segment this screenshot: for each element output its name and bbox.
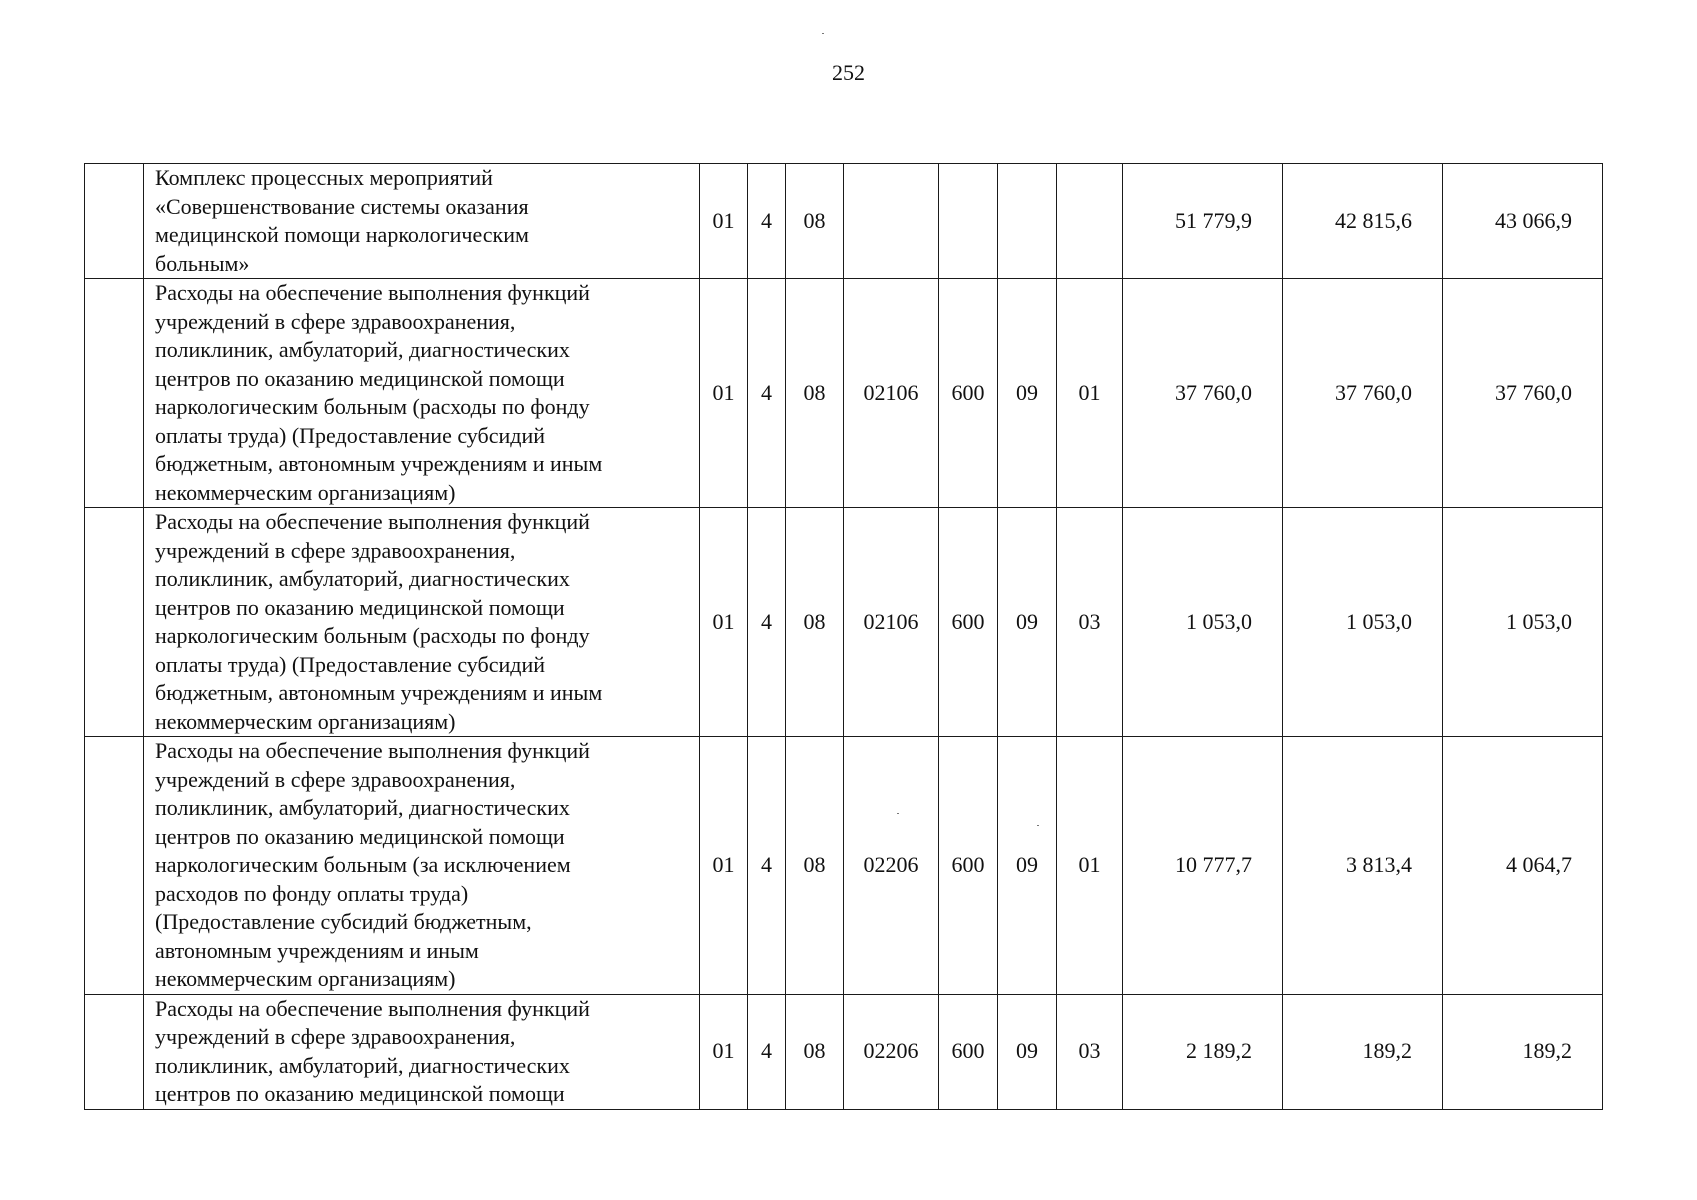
amount-year2-cell: 1 053,0: [1283, 508, 1443, 737]
amount-year2-cell: 42 815,6: [1283, 164, 1443, 279]
scan-speck: [897, 813, 899, 814]
expense-type-cell: 600: [939, 508, 998, 737]
subsection-cell: 03: [1057, 508, 1123, 737]
page-number: 252: [832, 60, 865, 85]
code-complex-cell: 08: [786, 737, 844, 995]
expense-type-cell: [939, 164, 998, 279]
amount-year1-cell: 1 053,0: [1123, 508, 1283, 737]
table-row: [85, 737, 1603, 995]
budget-table: [84, 163, 1603, 1110]
row-number-cell: [85, 994, 144, 1109]
code-complex-cell: 08: [786, 279, 844, 508]
code-direction-cell: 02106: [844, 508, 939, 737]
amount-year1-cell: 51 779,9: [1123, 164, 1283, 279]
description-cell: Расходы на обеспечение выполнения функций учреждений в сфере здравоохранения, поликлиник, амбулаторий, диагностических центров по оказанию медицинской помощи наркологическим больным (расходы по фонду оплаты труда) (Предоставление субсидий бюджетным, автономным учреждениям и иным некоммерческим организациям): [144, 508, 700, 737]
code-program-cell: 01: [700, 994, 748, 1109]
amount-year1-cell: 2 189,2: [1123, 994, 1283, 1109]
code-complex-cell: 08: [786, 508, 844, 737]
code-complex-cell: 08: [786, 994, 844, 1109]
expense-type-cell: 600: [939, 737, 998, 995]
code-program-cell: 01: [700, 164, 748, 279]
amount-year3-cell: 1 053,0: [1443, 508, 1603, 737]
row-number-cell: [85, 737, 144, 995]
code-subprogram-cell: 4: [748, 994, 786, 1109]
subsection-cell: 01: [1057, 279, 1123, 508]
scan-speck: [822, 33, 824, 34]
amount-year3-cell: 4 064,7: [1443, 737, 1603, 995]
description-cell: Расходы на обеспечение выполнения функций учреждений в сфере здравоохранения, поликлиник, амбулаторий, диагностических центров по оказанию медицинской помощи наркологическим больным (расходы по фонду оплаты труда) (Предоставление субсидий бюджетным, автономным учреждениям и иным некоммерческим организациям): [144, 279, 700, 508]
code-program-cell: 01: [700, 508, 748, 737]
scan-speck: [1037, 825, 1039, 826]
amount-year3-cell: 37 760,0: [1443, 279, 1603, 508]
code-program-cell: 01: [700, 279, 748, 508]
section-cell: 09: [998, 508, 1057, 737]
section-cell: 09: [998, 279, 1057, 508]
amount-year1-cell: 10 777,7: [1123, 737, 1283, 995]
code-direction-cell: 02206: [844, 737, 939, 995]
description-cell: Комплекс процессных мероприятий «Совершенствование системы оказания медицинской помощи наркологическим больным»: [144, 164, 700, 279]
table-row: [85, 508, 1603, 737]
code-subprogram-cell: 4: [748, 737, 786, 995]
table-row: [85, 164, 1603, 279]
table-row: [85, 994, 1603, 1109]
section-cell: [998, 164, 1057, 279]
amount-year2-cell: 3 813,4: [1283, 737, 1443, 995]
code-subprogram-cell: 4: [748, 164, 786, 279]
code-subprogram-cell: 4: [748, 508, 786, 737]
amount-year3-cell: 189,2: [1443, 994, 1603, 1109]
amount-year2-cell: 189,2: [1283, 994, 1443, 1109]
section-cell: 09: [998, 994, 1057, 1109]
section-cell: 09: [998, 737, 1057, 995]
code-subprogram-cell: 4: [748, 279, 786, 508]
expense-type-cell: 600: [939, 279, 998, 508]
row-number-cell: [85, 164, 144, 279]
code-direction-cell: 02206: [844, 994, 939, 1109]
expense-type-cell: 600: [939, 994, 998, 1109]
row-number-cell: [85, 508, 144, 737]
table-row: [85, 279, 1603, 508]
code-direction-cell: [844, 164, 939, 279]
subsection-cell: [1057, 164, 1123, 279]
description-cell: Расходы на обеспечение выполнения функций учреждений в сфере здравоохранения, поликлиник, амбулаторий, диагностических центров по оказанию медицинской помощи: [144, 994, 700, 1109]
amount-year2-cell: 37 760,0: [1283, 279, 1443, 508]
code-complex-cell: 08: [786, 164, 844, 279]
amount-year1-cell: 37 760,0: [1123, 279, 1283, 508]
code-direction-cell: 02106: [844, 279, 939, 508]
row-number-cell: [85, 279, 144, 508]
amount-year3-cell: 43 066,9: [1443, 164, 1603, 279]
description-cell: Расходы на обеспечение выполнения функций учреждений в сфере здравоохранения, поликлиник, амбулаторий, диагностических центров по оказанию медицинской помощи наркологическим больным (за исключением расходов по фонду оплаты труда) (Предоставление субсидий бюджетным, автономным учреждениям и иным некоммерческим организациям): [144, 737, 700, 995]
subsection-cell: 03: [1057, 994, 1123, 1109]
subsection-cell: 01: [1057, 737, 1123, 995]
code-program-cell: 01: [700, 737, 748, 995]
